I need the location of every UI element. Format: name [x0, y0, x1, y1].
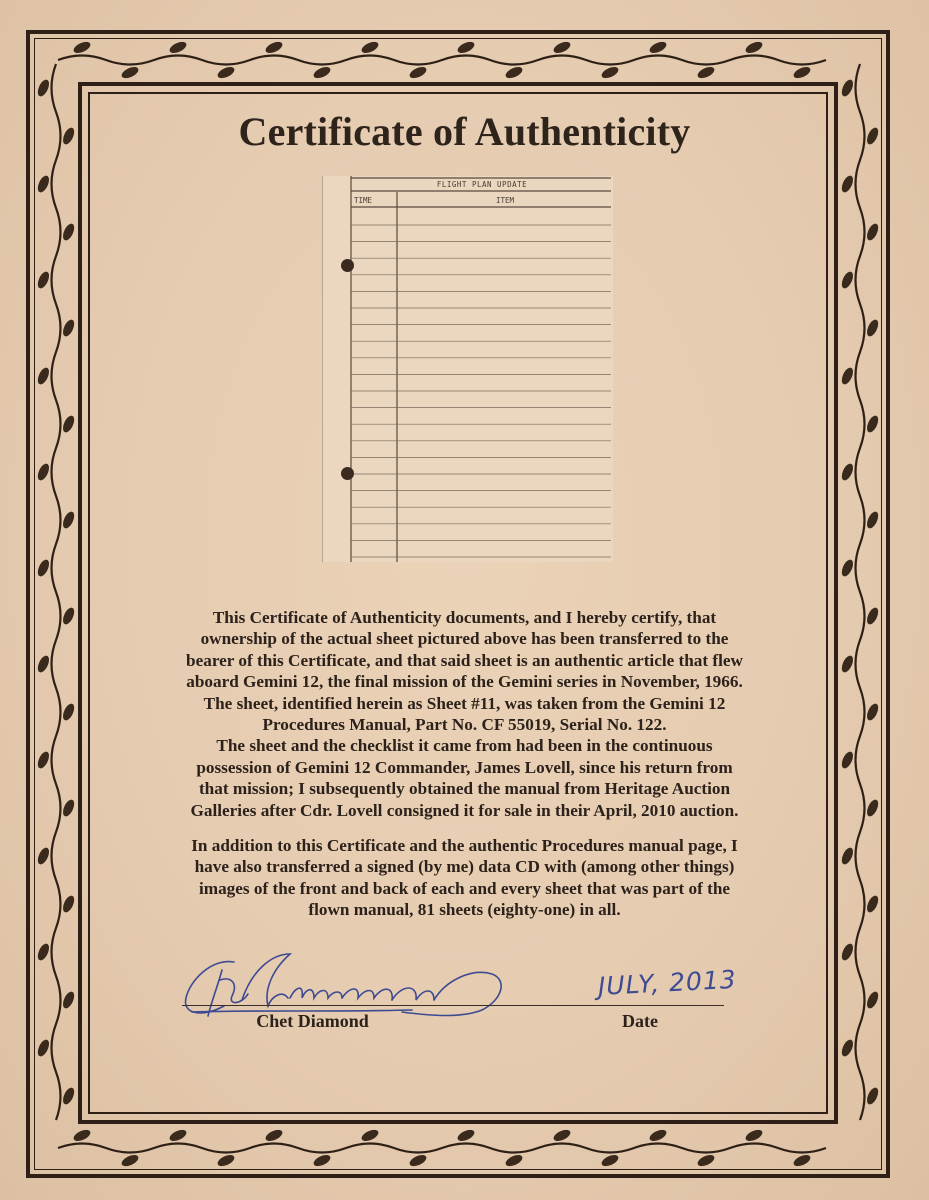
vine-leaf	[36, 750, 52, 770]
vine-leaf	[696, 65, 716, 81]
vine-leaf	[840, 846, 856, 866]
vine-leaf	[216, 65, 236, 81]
paragraph-line: possession of Gemini 12 Commander, James Lovell, since his return from	[196, 757, 733, 777]
vine-leaf	[865, 798, 881, 818]
vine-leaf	[840, 1038, 856, 1058]
vine-leaf	[865, 414, 881, 434]
punch-hole-top	[341, 259, 354, 272]
vine-leaf	[865, 126, 881, 146]
vine-leaf	[312, 1153, 332, 1169]
vine-leaf	[865, 318, 881, 338]
signer-name: Chet Diamond	[256, 1011, 369, 1031]
vine-leaf	[840, 174, 856, 194]
vine-leaf	[792, 65, 812, 81]
punch-hole-bottom	[341, 467, 354, 480]
vine-leaf	[840, 462, 856, 482]
vine-leaf	[865, 1086, 881, 1106]
date-label: Date	[622, 1011, 658, 1031]
vine-leaf	[36, 846, 52, 866]
vine-leaf	[360, 40, 380, 56]
sheet-header: FLIGHT PLAN UPDATE	[436, 180, 528, 189]
paragraph-line: have also transferred a signed (by me) data CD with (among other things)	[194, 857, 735, 877]
vine-leaf	[648, 1128, 668, 1144]
vine-leaf	[61, 510, 77, 530]
vine-leaf	[36, 558, 52, 578]
handwritten-date: JULY, 2013	[597, 964, 738, 1001]
vine-leaf	[504, 1153, 524, 1169]
vine-leaf	[865, 702, 881, 722]
vine-leaf	[840, 270, 856, 290]
vine-leaf	[865, 222, 881, 242]
vine-leaf	[36, 174, 52, 194]
vine-leaf	[120, 65, 140, 81]
sheet-column-item: ITEM	[495, 196, 515, 205]
sheet-column-time: TIME	[354, 196, 373, 205]
paragraph-line: aboard Gemini 12, the final mission of the Gemini series in November, 1966.	[186, 672, 743, 692]
vine-leaf	[552, 1128, 572, 1144]
vine-leaf	[408, 1153, 428, 1169]
vine-leaf	[36, 462, 52, 482]
vine-leaf	[504, 65, 524, 81]
vine-leaf	[456, 40, 476, 56]
vine-leaf	[61, 318, 77, 338]
vine-leaf	[61, 414, 77, 434]
vine-leaf	[36, 654, 52, 674]
vine-leaf	[168, 1128, 188, 1144]
vine-leaf	[36, 942, 52, 962]
vine-stem	[58, 56, 826, 65]
certification-paragraph	[110, 607, 819, 821]
paragraph-line: images of the front and back of each and every sheet that was part of the	[198, 878, 731, 898]
vine-leaf	[648, 40, 668, 56]
vine-leaf	[61, 894, 77, 914]
vine-leaf	[36, 270, 52, 290]
vine-leaf	[865, 606, 881, 626]
vine-leaf	[61, 702, 77, 722]
vine-leaf	[865, 510, 881, 530]
vine-leaf	[264, 1128, 284, 1144]
paragraph-line: that mission; I subsequently obtained the manual from Heritage Auction	[198, 779, 731, 799]
vine-leaf	[61, 606, 77, 626]
paragraph-line: This Certificate of Authenticity documents, and I hereby certify, that	[212, 608, 717, 627]
vine-leaf	[600, 65, 620, 81]
vine-leaf	[72, 1128, 92, 1144]
vine-stem	[58, 1144, 826, 1153]
vine-leaf	[408, 65, 428, 81]
vine-leaf	[61, 1086, 77, 1106]
vine-leaf	[840, 366, 856, 386]
vine-leaf	[61, 126, 77, 146]
paragraph-line: The sheet, identified herein as Sheet #11, was taken from the Gemini 12	[203, 693, 726, 713]
vine-leaf	[120, 1153, 140, 1169]
vine-leaf	[168, 40, 188, 56]
sheet-ruled-lines	[323, 176, 613, 562]
vine-leaf	[865, 894, 881, 914]
paragraph-line: ownership of the actual sheet pictured above has been transferred to the	[200, 629, 729, 649]
vine-leaf	[61, 990, 77, 1010]
flight-plan-sheet-image	[322, 176, 613, 562]
vine-leaf	[72, 40, 92, 56]
paragraph-line: In addition to this Certificate and the authentic Procedures manual page, I	[191, 836, 738, 855]
vine-stem	[52, 64, 61, 1120]
vine-leaf	[696, 1153, 716, 1169]
signature-line	[182, 1005, 724, 1006]
vine-leaf	[600, 1153, 620, 1169]
vine-leaf	[61, 222, 77, 242]
vine-leaf	[36, 78, 52, 98]
vine-leaf	[216, 1153, 236, 1169]
paragraph-line: Galleries after Cdr. Lovell consigned it for sale in their April, 2010 auction.	[190, 800, 739, 820]
vine-leaf	[840, 654, 856, 674]
vine-leaf	[61, 798, 77, 818]
vine-leaf	[865, 990, 881, 1010]
paragraph-line: The sheet and the checklist it came from had been in the continuous	[216, 736, 713, 756]
paragraph-line: flown manual, 81 sheets (eighty-one) in all.	[308, 900, 621, 920]
paragraph-line: bearer of this Certificate, and that said sheet is an authentic article that flew	[186, 650, 743, 670]
vine-leaf	[840, 942, 856, 962]
vine-leaf	[264, 40, 284, 56]
paragraph-line: Procedures Manual, Part No. CF 55019, Serial No. 122.	[262, 715, 667, 735]
vine-leaf	[840, 558, 856, 578]
vine-leaf	[360, 1128, 380, 1144]
vine-leaf	[792, 1153, 812, 1169]
vine-leaf	[36, 1038, 52, 1058]
vine-leaf	[744, 1128, 764, 1144]
vine-leaf	[552, 40, 572, 56]
vine-leaf	[456, 1128, 476, 1144]
vine-leaf	[840, 78, 856, 98]
vine-leaf	[840, 750, 856, 770]
vine-leaf	[312, 65, 332, 81]
vine-stem	[856, 64, 865, 1120]
vine-leaf	[744, 40, 764, 56]
transfer-paragraph	[110, 835, 819, 921]
vine-leaf	[36, 366, 52, 386]
page-title: Certificate of Authenticity	[238, 109, 691, 154]
